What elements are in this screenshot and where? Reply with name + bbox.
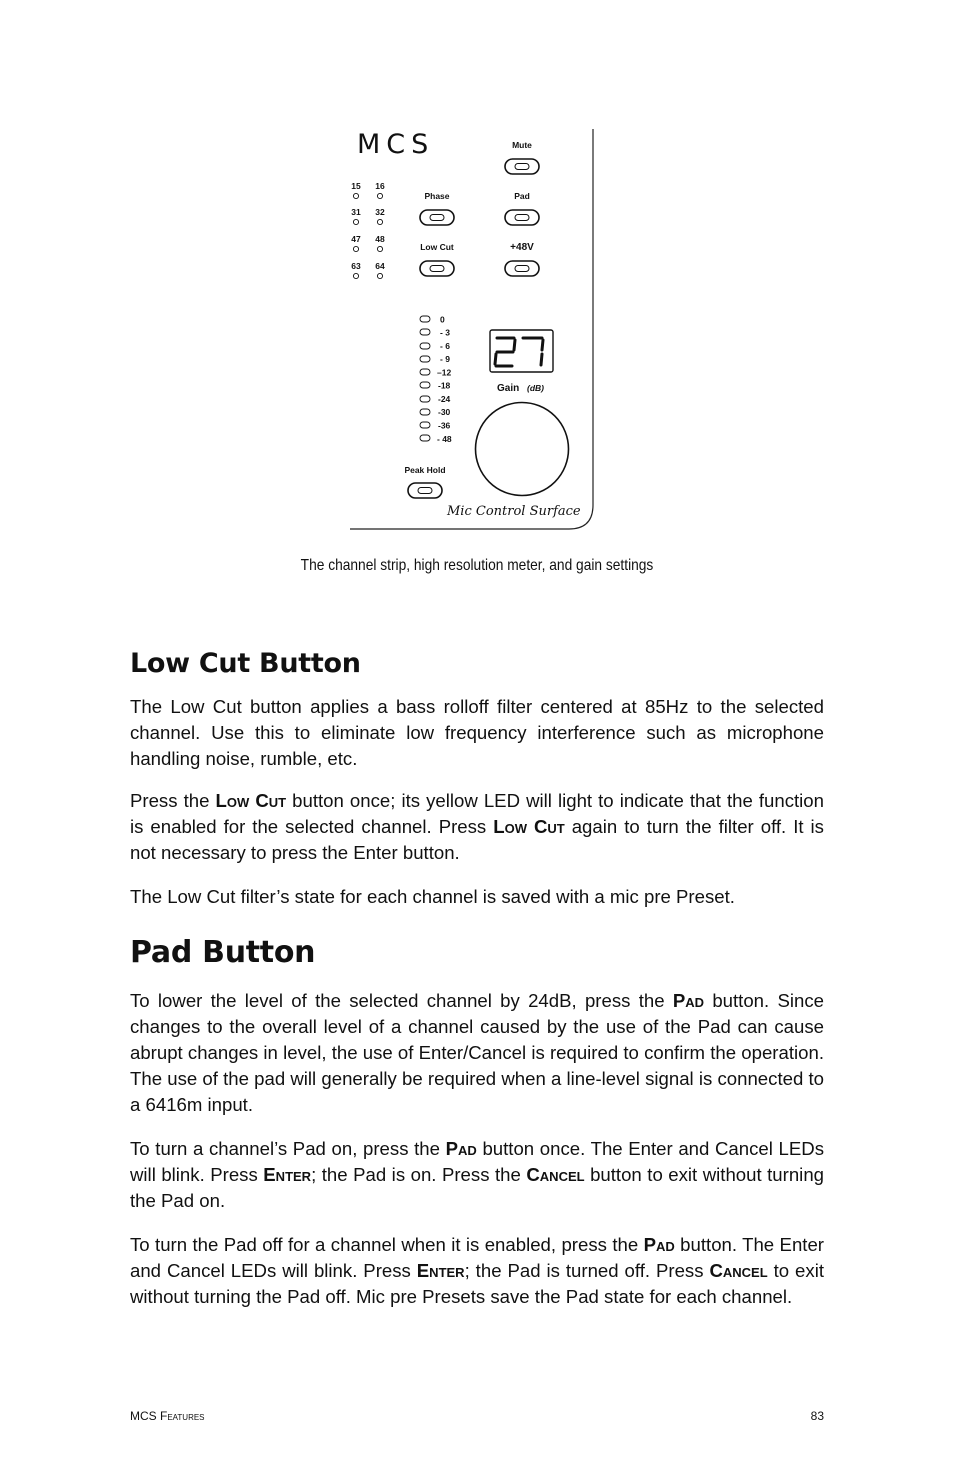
meter-led: [420, 343, 430, 349]
mcs-panel-figure: [340, 125, 600, 537]
meter-led: [420, 369, 430, 375]
meter-label: -18: [438, 380, 451, 391]
mute-button[interactable]: [505, 159, 539, 174]
low-cut-keyword: Low Cut: [493, 816, 565, 837]
channel-led: [353, 193, 358, 198]
gain-display-value: 27: [340, 125, 342, 126]
pad-paragraph-3: To turn the Pad off for a channel when it is enabled, press the Pad button. The Enter and Cancel LEDs will blink. Press Enter; the Pad is turned off. Press Cancel to exit without turning the Pad off. Mic pre Presets save the Pad state for each channel.: [130, 1234, 824, 1307]
gain-knob[interactable]: [476, 403, 569, 496]
channel-led: [353, 273, 358, 278]
phantom-power-label: +48V: [510, 242, 534, 253]
channel-leds: [351, 181, 385, 279]
low-cut-paragraph-1: The Low Cut button applies a bass rolloff filter centered at 85Hz to the selected channel. Use this to eliminate low frequency interference such as microphone handling noise, rumble, etc.: [130, 696, 824, 769]
level-meter: [420, 315, 452, 445]
figure-caption: The channel strip, high resolution meter, and gain settings: [300, 557, 654, 574]
low-cut-paragraph-3: The Low Cut filter’s state for each channel is saved with a mic pre Preset.: [130, 886, 735, 907]
phantom-power-button[interactable]: [505, 261, 539, 276]
meter-label: 0: [440, 314, 445, 325]
meter-label: -36: [438, 420, 451, 431]
meter-label: -24: [438, 394, 451, 404]
pad-button[interactable]: [505, 210, 539, 225]
low-cut-keyword: Low Cut: [215, 790, 287, 811]
low-cut-paragraph-2: Press the Low Cut button once; its yellow LED will light to indicate that the function is enabled for the selected channel. Press Low Cut again to turn the filter off. It is not necessary to press the Enter button.: [130, 790, 824, 863]
channel-label: 64: [375, 261, 385, 271]
peak-hold-label: Peak Hold: [404, 465, 446, 475]
pad-keyword: Pad: [672, 990, 705, 1011]
pad-paragraph-1: To lower the level of the selected channel by 24dB, press the Pad button. Since changes to the overall level of a channel caused by the use of the Pad can cause abrupt changes in level, the use of Enter/Cancel is required to confirm the operation. The use of the pad will generally be required when a line-level signal is connected to a 6416m input.: [130, 990, 824, 1115]
page-number: 83: [810, 1409, 824, 1423]
meter-led: [420, 329, 430, 335]
channel-label: 16: [375, 181, 385, 191]
meter-led: [420, 316, 430, 322]
channel-label: 32: [375, 207, 385, 217]
low-cut-label: Low Cut: [420, 242, 454, 252]
pad-paragraph-2: To turn a channel’s Pad on, press the Pad button once. The Enter and Cancel LEDs will blink. Press Enter; the Pad is on. Press the Cancel button to exit without turning the Pad on.: [130, 1138, 824, 1211]
gain-unit-label: (dB): [527, 383, 544, 393]
phase-button[interactable]: [420, 210, 454, 225]
pad-label: Pad: [514, 191, 530, 201]
meter-led: [420, 396, 430, 402]
meter-led: [420, 409, 430, 415]
channel-label: 47: [351, 234, 361, 244]
channel-led: [377, 273, 382, 278]
footer-section-title: MCS Features: [130, 1409, 205, 1423]
meter-label: - 9: [440, 354, 450, 364]
channel-led: [377, 193, 382, 198]
phase-label: Phase: [424, 191, 450, 201]
peak-hold-button[interactable]: [408, 483, 442, 498]
channel-label: 48: [375, 234, 385, 244]
pad-keyword: Pad: [643, 1234, 675, 1255]
meter-label: - 48: [437, 434, 452, 444]
channel-label: 15: [351, 181, 361, 191]
mute-label: Mute: [512, 140, 532, 150]
enter-keyword: Enter: [416, 1260, 465, 1281]
meter-led: [420, 382, 430, 388]
pad-keyword: Pad: [445, 1138, 477, 1159]
pad-heading: Pad Button: [130, 935, 316, 970]
meter-label: - 6: [440, 341, 450, 351]
channel-label: 31: [351, 207, 361, 217]
mic-control-surface-label: Mic Control Surface: [447, 504, 581, 519]
low-cut-heading: Low Cut Button: [130, 648, 361, 679]
channel-led: [377, 219, 382, 224]
cancel-keyword: Cancel: [709, 1260, 768, 1281]
channel-led: [377, 246, 382, 251]
meter-label: -30: [438, 407, 451, 417]
gain-label: Gain: [497, 383, 520, 394]
channel-led: [353, 219, 358, 224]
cancel-keyword: Cancel: [526, 1164, 585, 1185]
meter-led: [420, 356, 430, 362]
low-cut-button[interactable]: [420, 261, 454, 276]
enter-keyword: Enter: [263, 1164, 312, 1185]
meter-led: [420, 435, 430, 441]
meter-label: - 3: [440, 327, 450, 338]
channel-led: [353, 246, 358, 251]
channel-label: 63: [351, 261, 361, 271]
mcs-logo: MCS: [357, 129, 435, 160]
meter-label: –12: [437, 367, 452, 378]
meter-led: [420, 422, 430, 428]
